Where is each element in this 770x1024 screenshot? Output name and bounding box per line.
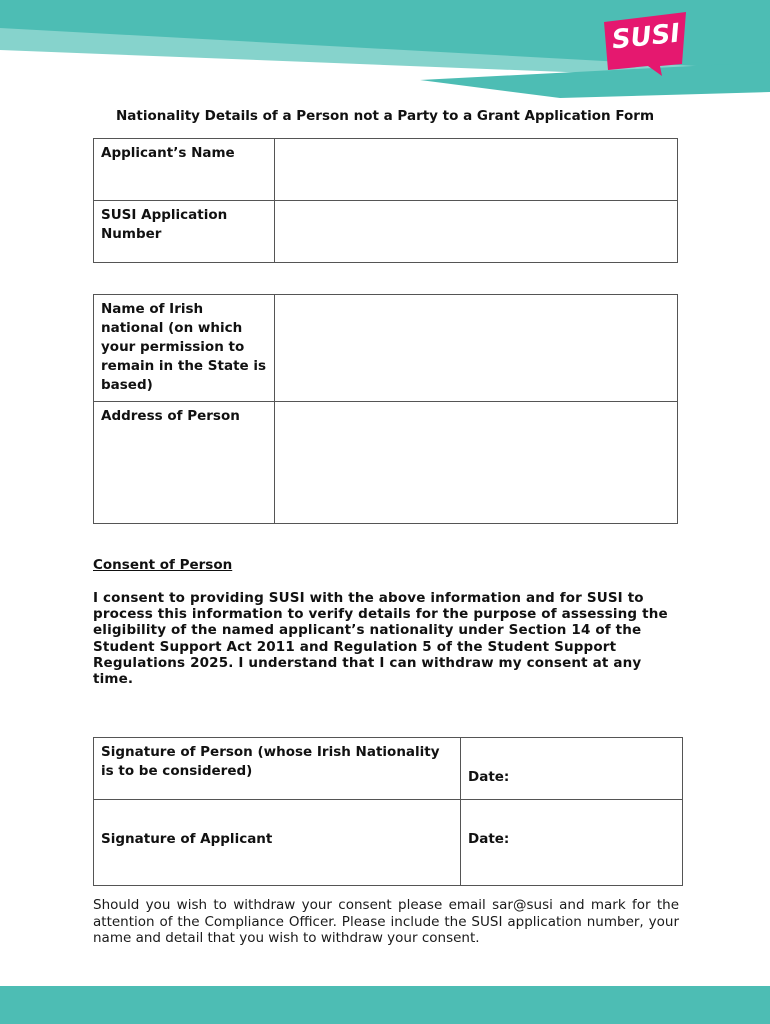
applicant-date-field[interactable]: [461, 800, 683, 886]
table-row: [94, 800, 683, 886]
person-date-field[interactable]: [461, 738, 683, 800]
form-title: Nationality Details of a Person not a Party to a Grant Application Form: [115, 108, 655, 124]
susi-logo-text: SUSI: [610, 18, 682, 56]
footer-banner: [0, 986, 770, 1024]
consent-statement: I consent to providing SUSI with the above information and for SUSI to process this information to verify details for the purpose of assessing the eligibility of the named applicant’s nationality under Section 14 of the Student Support Act 2011 and Regulation 5 of the Student Support Regulations 2025. I understand that I can withdraw my consent at any time.: [93, 590, 668, 688]
person-date-label: Date:: [468, 769, 510, 785]
table-row: [94, 139, 678, 201]
person-signature-label: Signature of Person (whose Irish Nationality is to be considered): [101, 744, 440, 779]
person-address-label: Address of Person: [94, 402, 275, 524]
applicant-name-field[interactable]: [275, 139, 678, 201]
application-number-field[interactable]: [275, 201, 678, 263]
consent-heading: Consent of Person: [93, 557, 233, 573]
table-row: [94, 201, 678, 263]
table-row: [94, 295, 678, 402]
irish-national-name-label: Name of Irish national (on which your permission to remain in the State is based): [94, 295, 275, 402]
applicant-signature-label: Signature of Applicant: [101, 831, 273, 847]
applicant-signature-field[interactable]: [94, 800, 461, 886]
applicant-date-label: Date:: [468, 831, 510, 847]
signature-table: [93, 737, 683, 886]
irish-national-name-field[interactable]: [275, 295, 678, 402]
applicant-name-label: Applicant’s Name: [94, 139, 275, 201]
withdraw-consent-note: Should you wish to withdraw your consent please email sar@susi and mark for the attention of the Compliance Officer. Please include the SUSI application number, your name and detail that you wish to withdraw your consent.: [93, 897, 679, 946]
person-address-field[interactable]: [275, 402, 678, 524]
person-signature-field[interactable]: [94, 738, 461, 800]
table-row: [94, 402, 678, 524]
applicant-details-table: [93, 138, 678, 263]
application-number-label: SUSI Application Number: [94, 201, 275, 263]
table-row: [94, 738, 683, 800]
person-details-table: [93, 294, 678, 524]
